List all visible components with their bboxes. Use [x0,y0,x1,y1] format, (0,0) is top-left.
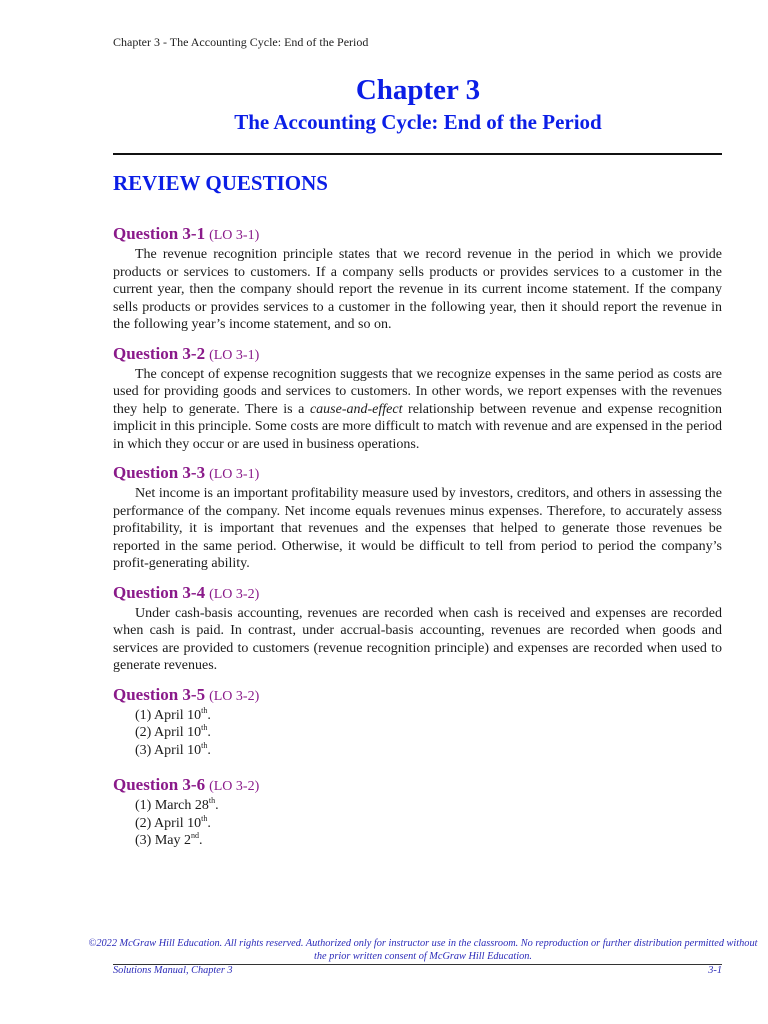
list-item [135,742,722,760]
footer-page-number: 3-1 [708,965,722,976]
list-item-end: . [215,798,219,813]
ordinal-suffix: th [201,723,208,732]
list-item-end: . [207,742,211,758]
learning-objective: (LO 3-2) [209,779,260,794]
question-heading [113,685,722,707]
question-heading [113,775,722,797]
question-title: Question 3-3 [113,463,206,482]
footer-manual-title: Solutions Manual, Chapter 3 [113,965,233,976]
chapter-subtitle: The Accounting Cycle: End of the Period [234,110,602,134]
answer-text-part: The concept of expense recognition suggests that we recognize expenses in the same period as costs are used for providing goods and services to customers. In other words, we report expenses with the revenues they help to generate. There is a [113,366,722,417]
ordinal-suffix: th [201,813,208,823]
list-item-end: . [199,833,203,848]
footer-copyright: ©2022 McGraw Hill Education. All rights reserved. Authorized only for instructor use in the classroom. No reproduction or further distribution permitted without the prior written consent of McGraw Hill Education. [88,938,758,962]
answer-text: The revenue recognition principle states that we record revenue in the period in which we provide products or services to customers. If a company sells products or provides services to a customer in the current year, then the company should report the revenue in its current income statement. If the company sells products or provides services to a customer in the following year, then it should report the revenue in the following year’s income statement, and so on. [113,247,722,332]
answer-list [113,797,722,850]
section-title: REVIEW QUESTIONS [113,171,328,195]
list-item-end: . [207,815,211,831]
running-header: Chapter 3 - The Accounting Cycle: End of the Period [113,35,369,49]
learning-objective: (LO 3-1) [209,228,260,243]
ordinal-suffix: th [201,740,208,750]
ordinal-suffix: th [208,796,216,805]
ordinal-suffix: th [201,705,208,715]
list-item-end: . [207,707,211,723]
question-heading [113,344,722,366]
question-3-2 [113,344,722,454]
list-item [135,815,722,833]
learning-objective: (LO 3-1) [209,467,260,482]
answer-text-part: relationship between revenue and expense recognition implicit in this principle. Some costs are more difficult to match with revenue and are expensed in the period in which they occur or are used in business operations. [113,401,722,452]
question-title: Question 3-6 [113,775,206,794]
ordinal-suffix: nd [191,831,199,840]
answer-text: Net income is an important profitability measure used by investors, creditors, and others in assessing the performance of the company. Net income equals revenues minus expenses. Therefore, to accurately assess profitability, it is important that revenues and the expenses that helped to generate those revenues be reported in the same period. Otherwise, it would be difficult to tell from period to period the company’s profit-generating ability. [113,486,722,571]
question-title: Question 3-1 [113,224,206,243]
learning-objective: (LO 3-1) [209,347,260,363]
question-heading [113,583,722,605]
list-item-text: (1) March 28 [135,798,209,813]
questions-content [113,224,722,860]
list-item-text: (2) April 10 [135,725,202,740]
question-3-6 [113,775,722,850]
list-item-text: (1) April 10 [135,707,202,723]
learning-objective: (LO 3-2) [209,586,260,602]
question-3-5 [113,685,722,760]
learning-objective: (LO 3-2) [209,688,260,704]
answer-list [113,707,722,760]
header-divider [113,153,722,155]
list-item-text: (3) May 2 [135,833,191,848]
answer-text: Under cash-basis accounting, revenues are recorded when cash is received and expenses are recorded when cash is paid. In contrast, under accrual-basis accounting, revenues are recorded when goods and services are provided to customers (revenue recognition principle) and expenses are recorded when used to generate revenues. [113,605,722,673]
question-heading [113,463,722,485]
question-3-1 [113,224,722,334]
question-heading [113,224,722,246]
list-item [135,724,722,742]
list-item [135,797,722,815]
question-title: Question 3-4 [113,582,206,602]
answer-emphasis: cause-and-effect [309,401,403,417]
question-3-4 [113,583,722,675]
list-item-text: (2) April 10 [135,815,202,831]
list-item [135,832,722,850]
question-title: Question 3-5 [113,684,206,704]
list-item [135,707,722,725]
chapter-title: Chapter 3 [355,74,481,106]
list-item-end: . [207,725,211,740]
answer-text [113,366,722,454]
question-3-3 [113,463,722,573]
list-item-text: (3) April 10 [135,742,202,758]
question-title: Question 3-2 [113,343,206,363]
